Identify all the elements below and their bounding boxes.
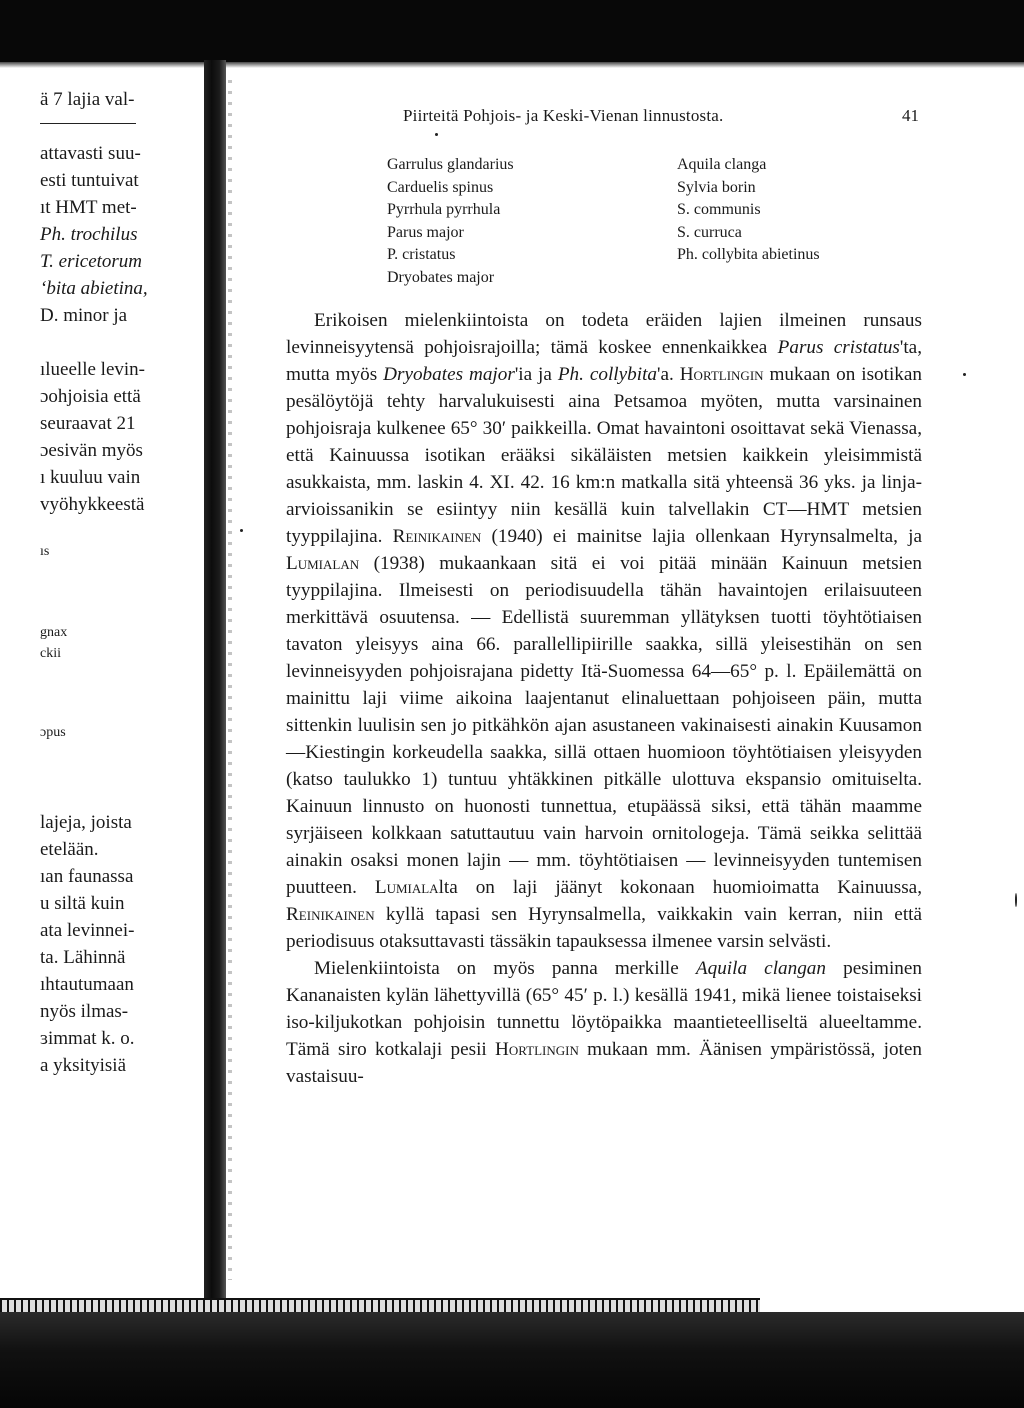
left-page-line: seuraavat 21 bbox=[40, 413, 136, 434]
author-name: Lumiala bbox=[374, 877, 439, 898]
species-item: P. cristatus bbox=[387, 246, 456, 263]
text-run: mukaan mm. Äänisen ympäristössä, joten vastaisuu- bbox=[286, 1039, 922, 1087]
paragraph-2 bbox=[286, 955, 922, 1090]
left-page-line: ɔesivän myös bbox=[40, 440, 143, 461]
left-page-line: ɜimmat k. o. bbox=[40, 1028, 135, 1049]
left-page-line: u siltä kuin bbox=[40, 893, 125, 914]
left-page-line: ɔohjoisia että bbox=[40, 386, 141, 407]
left-page-line: etelään. bbox=[40, 839, 99, 860]
species-item: Sylvia borin bbox=[677, 178, 756, 196]
text-run: 'a. bbox=[657, 364, 680, 385]
species-name: Aquila clangan bbox=[695, 958, 826, 979]
left-page-line: ɔpus bbox=[40, 725, 66, 740]
scan-speck bbox=[1015, 893, 1017, 907]
book-spine-shadow bbox=[204, 60, 226, 1300]
species-item: Parus major bbox=[387, 223, 464, 241]
text-run: 'ia ja bbox=[514, 364, 558, 385]
left-page-rule bbox=[40, 123, 136, 124]
left-page-line: ıt HMT met- bbox=[40, 197, 137, 218]
scan-speck bbox=[963, 373, 966, 376]
text-run: 'ta, mutta myös bbox=[286, 337, 922, 385]
left-page-line: attavasti suu- bbox=[40, 143, 141, 164]
scan-speck bbox=[435, 133, 438, 136]
species-item: Dryobates major bbox=[387, 268, 495, 286]
paragraph-1 bbox=[286, 307, 922, 955]
text-run: Mielenkiintoista on myös panna merkille bbox=[314, 958, 696, 979]
left-page-line: ı kuuluu vain bbox=[40, 467, 141, 488]
left-page-line: nyös ilmas- bbox=[40, 1001, 129, 1022]
running-head: Piirteitä Pohjois- ja Keski-Vienan linnustosta. bbox=[403, 106, 724, 125]
species-name: Dryobates major bbox=[383, 364, 515, 385]
species-name: Parus cristatus bbox=[777, 337, 900, 358]
left-page-line: T. ericetorum bbox=[40, 251, 143, 272]
author-name: Hortlingin bbox=[495, 1039, 579, 1060]
text-run: kyllä tapasi sen Hyrynsalmella, vaikkakin vain kerran, niin että periodisuus otaksuttavasti tässäkin tapauksessa ilmenee varsin selvästi. bbox=[286, 904, 922, 952]
species-item: Carduelis spinus bbox=[387, 178, 494, 196]
author-name: Reinikainen bbox=[392, 526, 482, 547]
left-page-line: ıan faunassa bbox=[40, 866, 134, 887]
text-run: (1938) mukaankaan sitä ei voi pitää minään Kainuun metsien tyyppilajina. Ilmeisesti on periodisuudella tähän havaintojen erilaisuuteen merkittävä osuutensa. — Edellistä suuremman yllätyksen tuotti töyhtötiaisen tavaton yleisyys aina 66. parallellipiirille saakka, sillä yleisestihän on sen levinneisyyden pohjoisrajana pidetty Itä-Suomessa 64—65° p. l. Epäilemättä on mainittu laji viime aikoina laajentanut elinaluettaan pohjoiseen päin, mutta sittenkin luulisin sen jo pitkähkön ajan asustaneen vakinaisesti ainakin Kuusamon—Kiestingin korkeudella saakka, sillä ottaen huomioon töyhtötiaisen yleisyyden (katso taulukko 1) tuntuu yhtäkkinen pitkälle ulottuva ekspansio omituiselta. Kainuun linnusto on huonosti tunnettua, etupäässä siksi, että tähän maamme syrjäiseen kolkkaan satuttautuu vain harvoin ornitologeja. Tämä seikka selittää ainakin osaksi monen lajin — mm. töyhtötiaisen — levinneisyyden tuntemisen puutteen. bbox=[286, 553, 922, 898]
scan-top-shadow bbox=[0, 0, 1024, 62]
species-name: Ph. collybita bbox=[557, 364, 657, 385]
left-page-line: ata levinnei- bbox=[40, 920, 135, 941]
species-item: Garrulus glandarius bbox=[387, 156, 514, 173]
species-item: Ph. collybita abietinus bbox=[677, 246, 820, 263]
left-page-line: ʻbita abietina, bbox=[40, 278, 148, 299]
left-page-line: vyöhykkeestä bbox=[40, 494, 145, 515]
scan-speck bbox=[240, 529, 243, 532]
left-page-fragment bbox=[0, 62, 204, 1302]
species-item: Pyrrhula pyrrhula bbox=[387, 201, 501, 218]
left-page-line: gnax bbox=[40, 625, 68, 640]
book-spine-grain bbox=[228, 80, 232, 1280]
left-page-line: Ph. trochilus bbox=[40, 224, 138, 245]
left-page-line: a yksityisiä bbox=[40, 1055, 127, 1076]
species-list-col1 bbox=[387, 154, 514, 289]
left-page-line: ıs bbox=[40, 544, 50, 559]
text-run: Erikoisen mielenkiintoista on todeta eräiden lajien ilmeinen runsaus levinneisyytensä pohjoisrajoilla; tämä koskee ennenkaikkea bbox=[286, 310, 922, 358]
left-page-line: ılueelle levin- bbox=[40, 359, 145, 380]
left-page-line: ckii bbox=[40, 646, 61, 661]
author-name: Lumialan bbox=[286, 553, 360, 574]
species-item: S. communis bbox=[677, 201, 761, 218]
page-number: 41 bbox=[902, 106, 919, 125]
left-page-line: D. minor ja bbox=[40, 305, 128, 326]
author-name: Reinikainen bbox=[286, 904, 375, 925]
left-page-line: ä 7 lajia val- bbox=[40, 89, 135, 110]
text-run: lta on laji jäänyt kokonaan huomioimatta Kainuussa, bbox=[438, 877, 922, 898]
left-page-line: esti tuntuivat bbox=[40, 170, 139, 191]
text-run: mukaan on isotikan pesälöytöjä tehty harvalukuisesti aina Petsamoa myöten, mutta varsinainen pohjoisraja kulkenee 65° 30′ paikkeilla. Omat havaintoni osoittavat sekä Vienassa, että Kainuussa isotikan erääksi sikäläisten metsien kaikkein yleisimmistä asukkaista, mm. laskin 4. XI. 42. 16 km:n matkalla sitä yhteensä 36 yks. ja linja-arvioissanikin se esiintyy niin kesällä kuin talvellakin CT—HMT metsien tyyppilajina. bbox=[286, 364, 922, 547]
species-list-col2 bbox=[677, 154, 820, 267]
text-run: (1940) ei mainitse lajia ollenkaan Hyrynsalmelta, ja bbox=[481, 526, 922, 547]
left-page-line: ıhtautumaan bbox=[40, 974, 134, 995]
scan-bottom-shadow bbox=[0, 1312, 1024, 1408]
left-page-line: ta. Lähinnä bbox=[40, 947, 126, 968]
species-item: Aquila clanga bbox=[677, 156, 767, 173]
species-item: S. curruca bbox=[677, 223, 742, 241]
left-page-line: lajeja, joista bbox=[40, 812, 132, 833]
body-text bbox=[286, 307, 922, 1090]
author-name: Hortlingin bbox=[679, 364, 764, 385]
text-run: pesiminen Kananaisten kylän lähettyvillä (65° 45′ p. l.) kesällä 1941, mikä lienee toistaiseksi iso-kiljukotkan pohjoisin tunnettu löytöpaikka maantieteelliseltä alueeltamme. Tämä siro kotkalaji pesii bbox=[286, 958, 922, 1060]
